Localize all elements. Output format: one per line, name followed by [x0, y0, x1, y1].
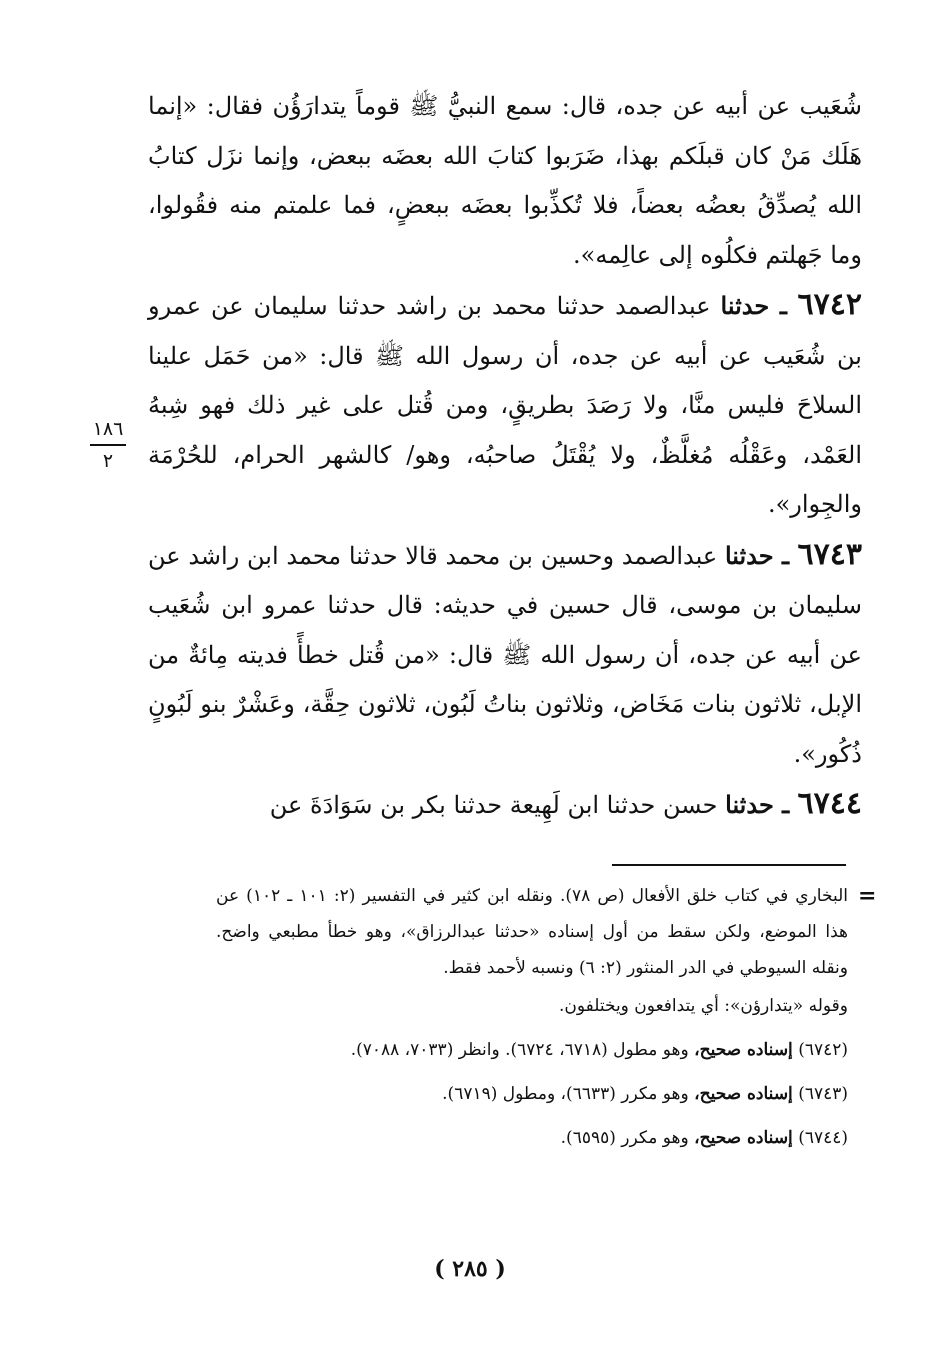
footnote-6743: [216, 1076, 848, 1112]
footnote-previous-continuation: البخاري في كتاب خلق الأفعال (ص ٧٨). ونقله ابن كثير في التفسير (٢: ١٠١ ـ ١٠٢) عن هذا الموضع، ولكن سقط من أول إسناده «حدثنا عبدالرزاق»، وهو خطأ مطبعي واضح. ونقله السيوطي في الدر المنثور (٢: ٦) ونسبه لأحمد فقط.: [216, 886, 848, 978]
hadith-text: عبدالصمد حدثنا محمد بن راشد حدثنا سليمان عن عمرو بن شُعَيب عن أبيه عن جده، أن رسول الله ﷺ قال: «من حَمَل علينا السلاحَ فليس منَّا، ولا رَصَدَ بطريقٍ، ومن قُتل على غير ذلك فهو شِبهُ العَمْد، وعَقْلُه مُغلَّظٌ، ولا يُقْتَلُ صاحبُه، وهو/ كالشهر الحرام، للحُرْمَة والجِوار».: [148, 292, 862, 518]
hadith-dash: ـ: [773, 540, 798, 570]
hadith-lead: حدثنا: [724, 540, 774, 570]
hadith-number: ٦٧٤٤: [797, 786, 862, 821]
footnote-6742: [216, 1032, 848, 1068]
footnote-ref: (٦٧٤٤): [798, 1128, 848, 1148]
hadith-number: ٦٧٤٢: [797, 287, 862, 322]
margin-reference-rule: [90, 444, 126, 446]
hadith-continuation: [148, 82, 862, 280]
page-number: ( ٢٨٥ ): [434, 1256, 506, 1282]
footnote-grade: إسناده صحيح،: [694, 1128, 793, 1148]
hadith-dash: ـ: [773, 790, 798, 819]
margin-page-reference: [86, 418, 130, 474]
hadith-6744: [148, 779, 862, 831]
hadith-text: حسن حدثنا ابن لَهِيعة حدثنا بكر بن سَوَادَةَ عن: [269, 791, 726, 819]
footnote-text: وهو مكرر (٦٦٣٣)، ومطول (٦٧١٩).: [442, 1084, 695, 1104]
footnote-grade: إسناده صحيح،: [694, 1040, 793, 1060]
hadith-dash: ـ: [769, 291, 798, 320]
hadith-6743: [148, 530, 862, 780]
hadith-lead: حدثنا: [720, 291, 770, 320]
continuation-text: شُعَيب عن أبيه عن جده، قال: سمع النبيُّ ﷺ قوماً يتدارَؤُن فقال: «إنما هَلَك مَنْ كان قبلَكم بهذا، ضَرَبوا كتابَ الله بعضَه ببعض، وإنما نزَل كتابُ الله يُصدِّقُ بعضُه بعضاً، فلا تُكذِّبوا بعضَه ببعضٍ، فما علمتم منه فقُولوا، وما جَهلتم فكلُوه إلى عالِمه».: [148, 92, 862, 269]
footnote-text: وهو مطول (٦٧١٨، ٦٧٢٤). وانظر (٧٠٣٣، ٧٠٨٨).: [350, 1040, 695, 1060]
footnote-word-note: وقوله «يتدارؤن»: أي يتدافعون ويختلفون.: [558, 996, 848, 1016]
footnote-6744: [216, 1120, 848, 1156]
footnote-text: وهو مكرر (٦٥٩٥).: [560, 1128, 695, 1148]
footnote-continuation-mark: =: [858, 883, 877, 909]
hadith-text: عبدالصمد وحسين بن محمد قالا حدثنا محمد ابن راشد عن سليمان بن موسى، قال حسين في حديثه: قال حدثنا عمرو ابن شُعَيب عن أبيه عن جده، أن رسول الله ﷺ قال: «من قُتل خطأً فديته مِائةٌ من الإبل، ثلاثون بنات مَخَاض، وثلاثون بناتُ لَبُون، ثلاثون حِقَّة، وعَشْرٌ بنو لَبُونٍ ذُكُور».: [148, 541, 862, 768]
hadith-number: ٦٧٤٣: [797, 536, 862, 572]
footnote-ref: (٦٧٤٣): [798, 1084, 848, 1104]
hadith-lead: حدثنا: [725, 790, 774, 819]
footnote-ref: (٦٧٤٢): [798, 1040, 848, 1060]
footnotes: [216, 878, 848, 1156]
main-text: [148, 82, 862, 831]
hadith-6742: [148, 280, 862, 530]
margin-reference-top: ١٨٦: [92, 418, 124, 440]
footnote-grade: إسناده صحيح،: [694, 1084, 793, 1104]
footnote-separator: [612, 864, 846, 866]
margin-reference-bottom: ٢: [102, 450, 114, 472]
